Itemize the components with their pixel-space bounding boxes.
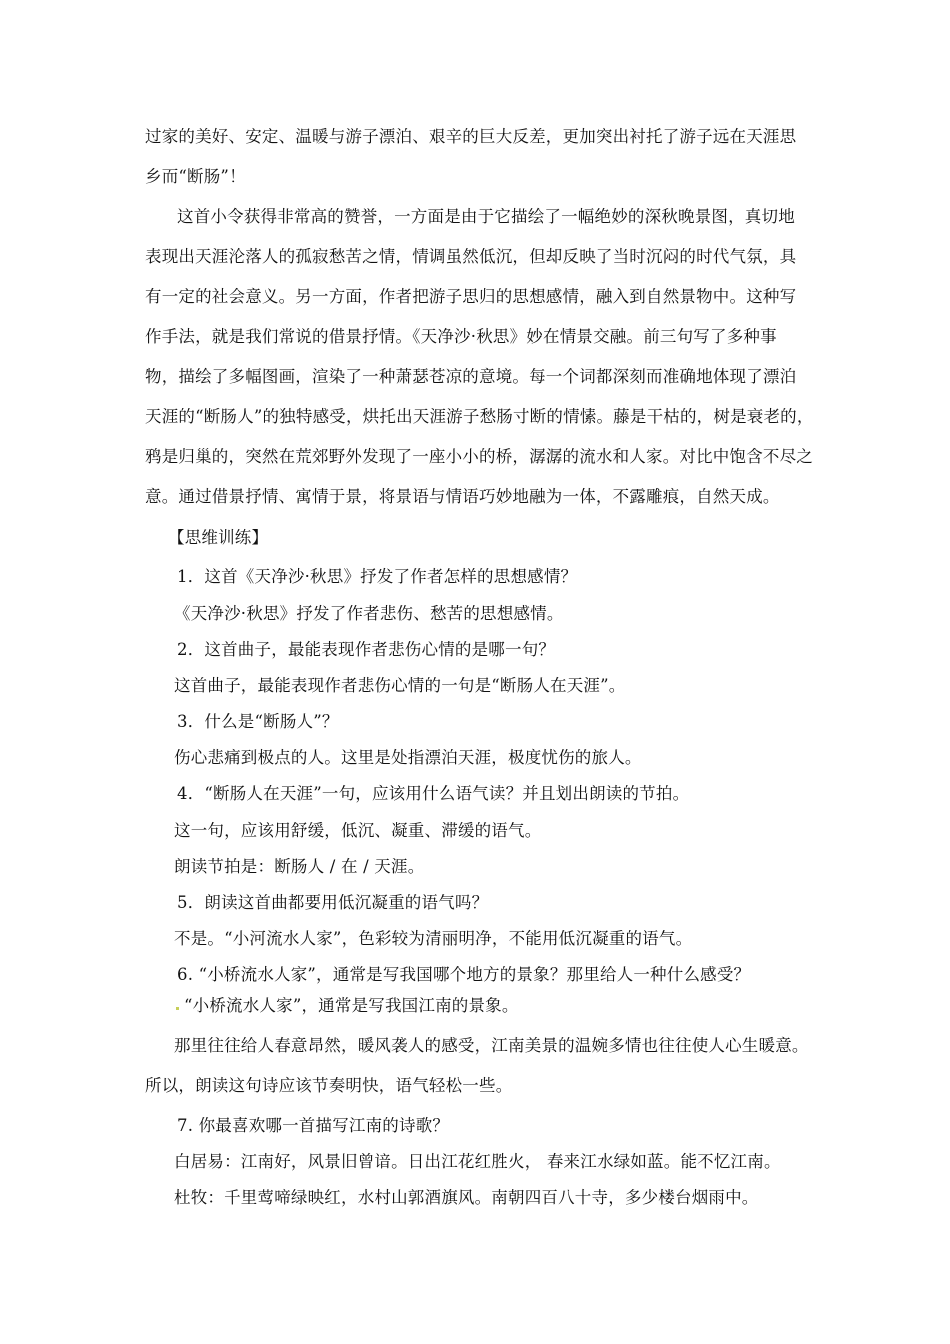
answer-3: 伤心悲痛到极点的人。这里是处指漂泊天涯，极度忧伤的旅人。 (174, 748, 642, 767)
answer-4a: 这一句，应该用舒缓，低沉、凝重、滞缓的语气。 (174, 821, 542, 840)
paragraph-line: 乡而“断肠”！ (145, 167, 246, 186)
answer-6a: “小桥流水人家”，通常是写我国江南的景象。 (184, 996, 519, 1015)
answer-6c: 所以，朗读这句诗应该节奏明快，语气轻松一些。 (145, 1076, 513, 1095)
answer-7b: 杜牧：千里莺啼绿映红，水村山郭酒旗风。南朝四百八十寺，多少楼台烟雨中。 (174, 1188, 759, 1207)
question-7: 7. 你最喜欢哪一首描写江南的诗歌？ (177, 1116, 450, 1135)
paragraph-line: 意。通过借景抒情、寓情于景，将景语与情语巧妙地融为一体，不露雕痕，自然天成。 (145, 487, 780, 506)
question-3: 3．什么是“断肠人”？ (177, 712, 339, 731)
paragraph-line: 作手法，就是我们常说的借景抒情。《天净沙·秋思》妙在情景交融。前三句写了多种事 (145, 327, 777, 346)
answer-6b: 那里往往给人春意昂然，暖风袭人的感受，江南美景的温婉多情也往往使人心生暖意。 (174, 1036, 809, 1055)
paragraph-line: 鸦是归巢的，突然在荒郊野外发现了一座小小的桥，潺潺的流水和人家。对比中饱含不尽之 (145, 447, 813, 466)
paragraph-line: 物，描绘了多幅图画，渲染了一种萧瑟苍凉的意境。每一个词都深刻而准确地体现了漂泊 (145, 367, 797, 386)
answer-5: 不是。“小河流水人家”，色彩较为清丽明净，不能用低沉凝重的语气。 (174, 929, 693, 948)
question-2: 2．这首曲子，最能表现作者悲伤心情的是哪一句？ (177, 640, 556, 659)
answer-7a: 白居易：江南好，风景旧曾谙。日出江花红胜火， 春来江水绿如蓝。能不忆江南。 (174, 1152, 781, 1171)
paragraph-line: 天涯的“断肠人”的独特感受，烘托出天涯游子愁肠寸断的情愫。藤是干枯的，树是衰老的， (145, 407, 814, 426)
question-4: 4．“断肠人在天涯”一句，应该用什么语气读？并且划出朗读的节拍。 (177, 784, 690, 803)
paragraph-line: 这首小令获得非常高的赞誉，一方面是由于它描绘了一幅绝妙的深秋晚景图，真切地 (177, 207, 795, 226)
question-1: 1．这首《天净沙·秋思》抒发了作者怎样的思想感情？ (177, 567, 578, 586)
paragraph-line: 过家的美好、安定、温暖与游子漂泊、艰辛的巨大反差，更加突出衬托了游子远在天涯思 (145, 127, 797, 146)
paragraph-line: 有一定的社会意义。另一方面，作者把游子思归的思想感情，融入到自然景物中。这种写 (145, 287, 797, 306)
paragraph-line: 表现出天涯沦落人的孤寂愁苦之情，情调虽然低沉，但却反映了当时沉闷的时代气氛，具 (145, 247, 797, 266)
question-6: 6. “小桥流水人家”，通常是写我国哪个地方的景象？那里给人一种什么感受？ (177, 965, 751, 984)
section-heading: 【思维训练】 (168, 528, 269, 547)
answer-2: 这首曲子，最能表现作者悲伤心情的一句是“断肠人在天涯”。 (174, 676, 626, 695)
question-5: 5．朗读这首曲都要用低沉凝重的语气吗？ (177, 893, 489, 912)
answer-1: 《天净沙·秋思》抒发了作者悲伤、愁苦的思想感情。 (174, 604, 564, 623)
stray-mark (176, 1007, 179, 1010)
answer-4b: 朗读节拍是：断肠人 / 在 / 天涯。 (174, 857, 425, 876)
